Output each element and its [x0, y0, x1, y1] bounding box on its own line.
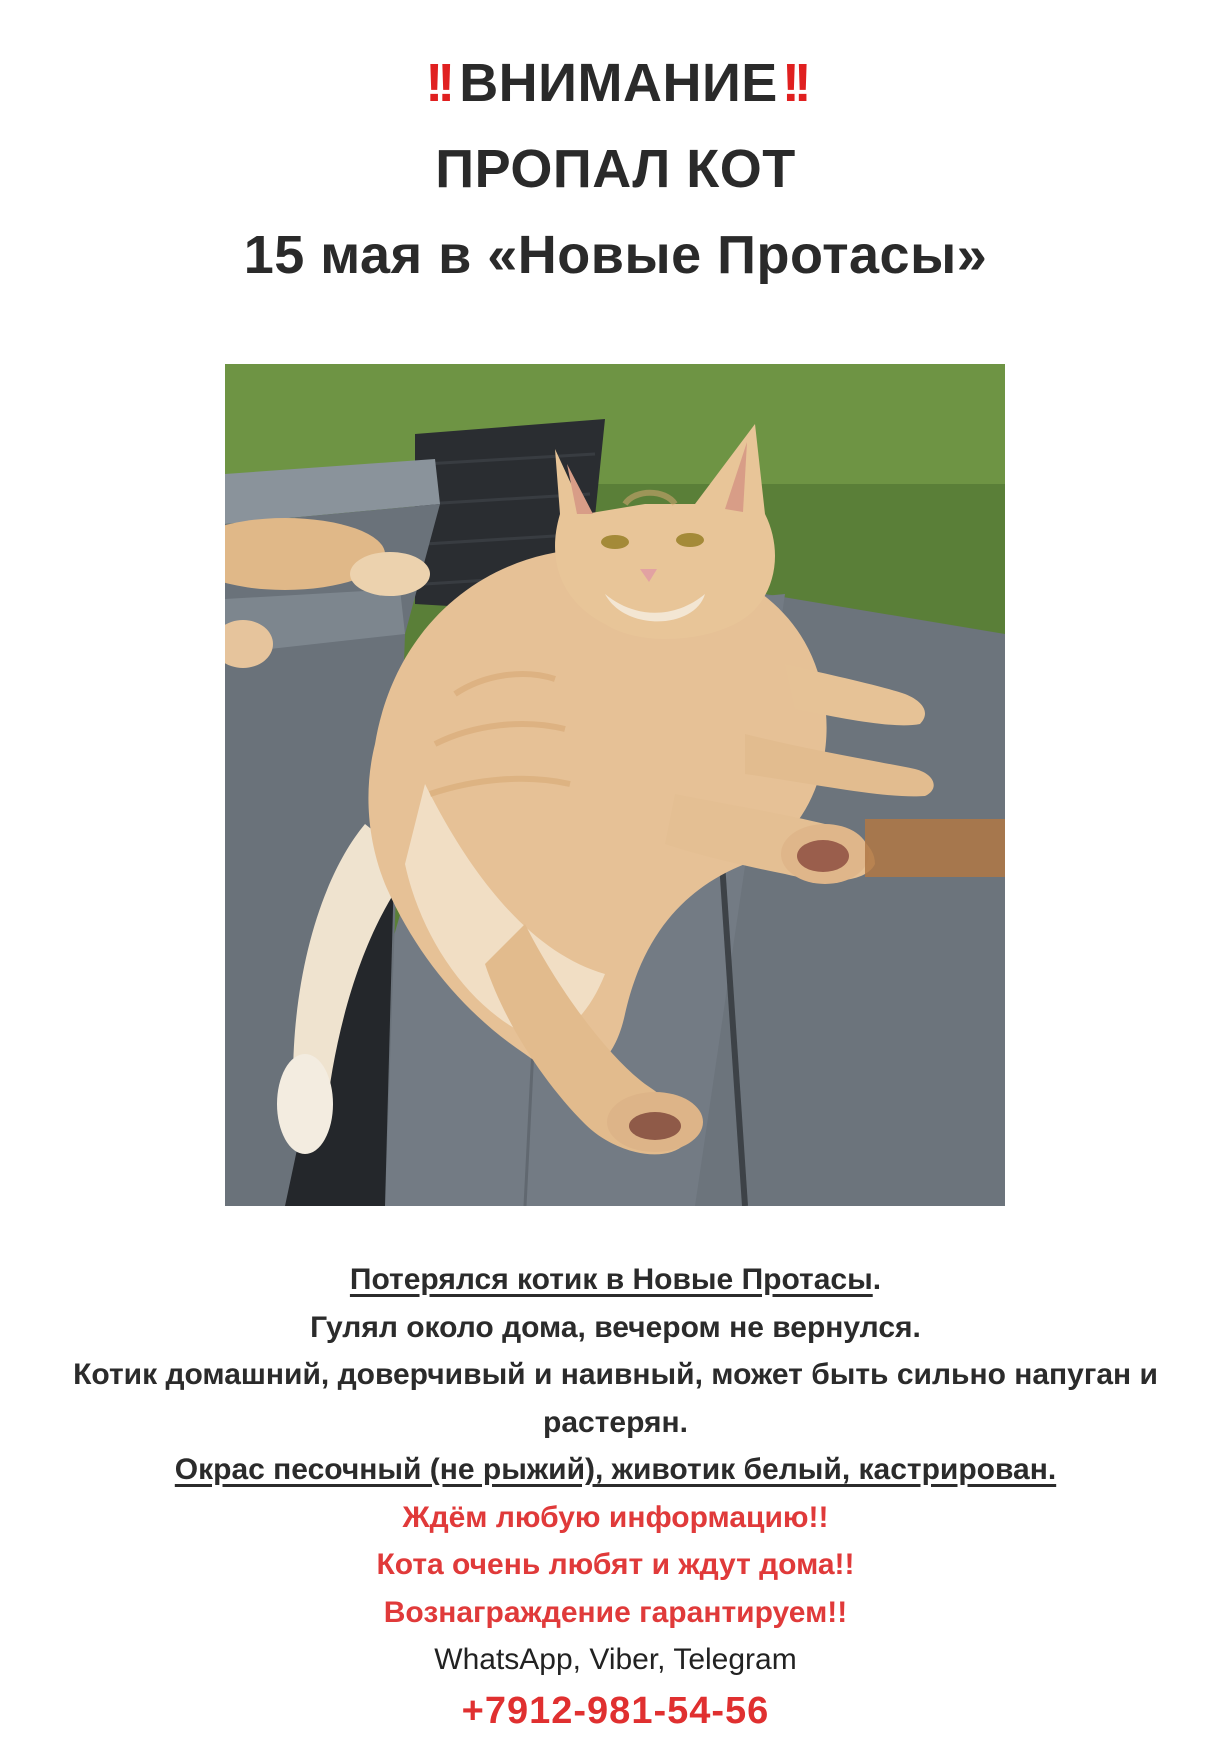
- appeal-line-info: Ждём любую информацию!!: [402, 1500, 829, 1534]
- description-line-lost: [0, 1256, 1231, 1304]
- cat-photo-illustration: [225, 364, 1005, 1206]
- date-location-title: 15 мая в «Новые Протасы»: [243, 225, 988, 285]
- messengers-line: WhatsApp, Viber, Telegram: [434, 1643, 797, 1676]
- missing-cat-title: ПРОПАЛ КОТ: [435, 139, 796, 199]
- double-exclamation-icon: !!: [781, 53, 806, 113]
- attention-word: ВНИМАНИЕ: [459, 53, 778, 113]
- poster-header: [0, 40, 1231, 298]
- phone-number[interactable]: +7912-981-54-56: [461, 1689, 770, 1732]
- lost-location-period: .: [872, 1263, 882, 1296]
- description-line-color: Окрас песочный (не рыжий), животик белый, кастрирован.: [174, 1453, 1057, 1486]
- appeal-line-reward: Вознаграждение гарантируем!!: [383, 1595, 848, 1629]
- lost-location-text: Потерялся котик в Новые Протасы: [349, 1263, 873, 1296]
- attention-title: [0, 40, 1231, 126]
- appeal-line-loved: Кота очень любят и ждут дома!!: [376, 1548, 855, 1581]
- description-line-walked: Гулял около дома, вечером не вернулся.: [310, 1310, 921, 1344]
- description-line-character: Котик домашний, доверчивый и наивный, может быть сильно напуган и растерян.: [73, 1358, 1158, 1439]
- description-block: [0, 1256, 1231, 1738]
- double-exclamation-icon: !!: [425, 53, 450, 113]
- cat-photo: [225, 364, 1005, 1206]
